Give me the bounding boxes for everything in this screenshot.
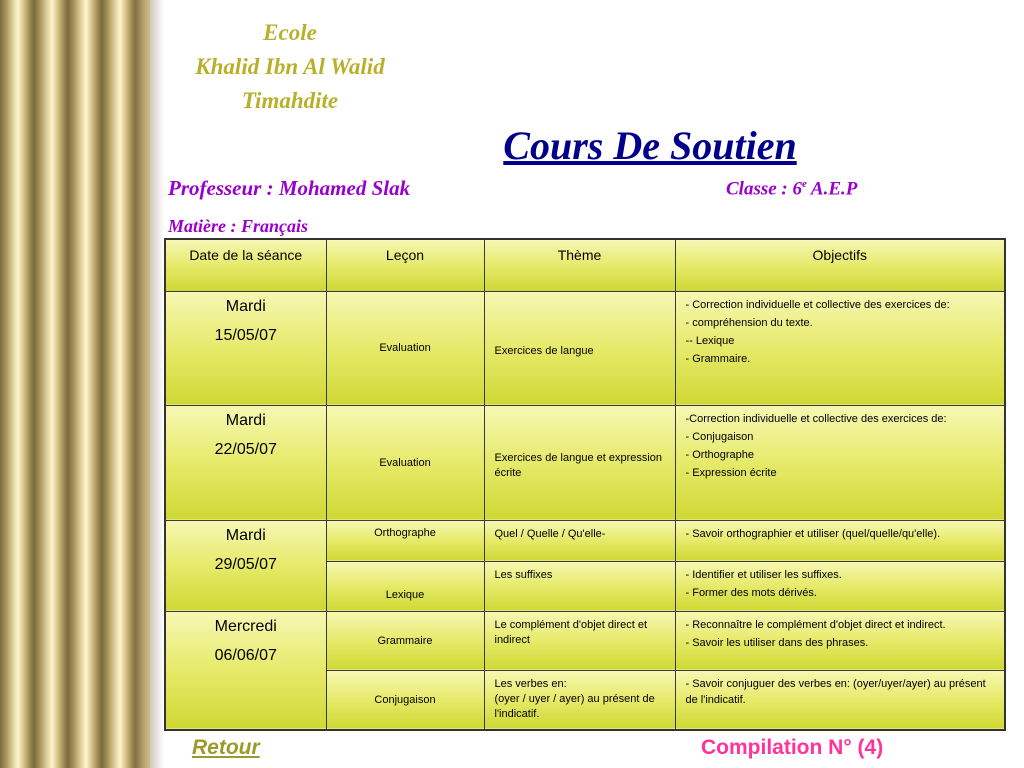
- school-line-2: Khalid Ibn Al Walid: [195, 54, 385, 79]
- objectif-line: - Reconnaître le complément d'objet direct et indirect.: [685, 618, 946, 631]
- objectif-line: - Savoir les utiliser dans des phrases.: [685, 636, 869, 649]
- objectifs-cell: [675, 561, 1005, 611]
- date-label: 22/05/07: [214, 440, 277, 458]
- header-lecon: Leçon: [326, 239, 484, 291]
- table-header-row: [165, 239, 1005, 291]
- lecon-cell: Evaluation: [326, 291, 484, 405]
- objectif-line: - Savoir conjuguer des verbes en: (oyer/uyer/ayer) au présent de l'indicatif.: [685, 677, 986, 706]
- table-row: [165, 520, 1005, 561]
- date-cell: [165, 405, 326, 520]
- compilation-label: Compilation N° (4): [701, 736, 884, 759]
- theme-line: Les verbes en:: [494, 677, 567, 690]
- objectif-line: - Grammaire.: [685, 352, 751, 365]
- curtain-decoration: [0, 0, 150, 768]
- objectif-line: - compréhension du texte.: [685, 316, 813, 329]
- retour-link[interactable]: Retour: [192, 736, 260, 759]
- date-label: 29/05/07: [214, 555, 277, 573]
- day-label: Mardi: [225, 297, 266, 315]
- objectif-line: - Former des mots dérivés.: [685, 586, 817, 599]
- day-label: Mardi: [225, 411, 266, 429]
- class-label: [726, 178, 857, 200]
- date-cell: [165, 611, 326, 730]
- class-prefix: Classe : 6: [726, 178, 802, 200]
- professor-label: Professeur : Mohamed Slak: [168, 176, 411, 200]
- lecon-cell: Lexique: [326, 561, 484, 611]
- objectifs-cell: [675, 670, 1005, 730]
- table-row: [165, 611, 1005, 670]
- table-row: [165, 291, 1005, 405]
- header-date: Date de la séance: [165, 239, 326, 291]
- objectif-line: -- Lexique: [685, 334, 735, 347]
- date-label: 06/06/07: [214, 646, 277, 664]
- theme-cell: [484, 670, 675, 730]
- objectif-line: - Orthographe: [685, 448, 754, 461]
- subject-label: Matière : Français: [168, 216, 309, 236]
- class-sup: e: [802, 178, 807, 190]
- theme-cell: Exercices de langue et expression écrite: [484, 405, 675, 520]
- day-label: Mardi: [225, 526, 266, 544]
- objectifs-cell: [675, 405, 1005, 520]
- school-line-1: Ecole: [263, 20, 317, 45]
- objectifs-cell: [675, 291, 1005, 405]
- objectifs-cell: [675, 520, 1005, 561]
- school-name: [160, 16, 420, 118]
- lecon-cell: Conjugaison: [326, 670, 484, 730]
- header-objectifs: Objectifs: [675, 239, 1005, 291]
- class-suffix: A.E.P: [806, 178, 858, 200]
- theme-line: (oyer / uyer / ayer) au présent de l'indicatif.: [494, 692, 655, 720]
- theme-cell: Les suffixes: [484, 561, 675, 611]
- school-line-3: Timahdite: [241, 88, 339, 113]
- objectif-line: -Correction individuelle et collective des exercices de:: [685, 412, 947, 425]
- theme-cell: Exercices de langue: [484, 291, 675, 405]
- day-label: Mercredi: [214, 617, 277, 635]
- theme-cell: Le complément d'objet direct et indirect: [484, 611, 675, 670]
- date-label: 15/05/07: [214, 326, 277, 344]
- objectif-line: - Savoir orthographier et utiliser (quel/quelle/qu'elle).: [685, 527, 941, 540]
- objectifs-cell: [675, 611, 1005, 670]
- objectif-line: - Correction individuelle et collective des exercices de:: [685, 298, 950, 311]
- objectif-line: - Identifier et utiliser les suffixes.: [685, 568, 842, 581]
- lecon-cell: Orthographe: [326, 520, 484, 561]
- lecon-cell: Evaluation: [326, 405, 484, 520]
- theme-cell: Quel / Quelle / Qu'elle-: [484, 520, 675, 561]
- lecon-cell: Grammaire: [326, 611, 484, 670]
- header-theme: Thème: [484, 239, 675, 291]
- course-table: [164, 238, 1006, 731]
- objectif-line: - Expression écrite: [685, 466, 777, 479]
- page-title: Cours De Soutien: [503, 123, 797, 168]
- table-row: [165, 405, 1005, 520]
- objectif-line: - Conjugaison: [685, 430, 754, 443]
- date-cell: [165, 291, 326, 405]
- date-cell: [165, 520, 326, 611]
